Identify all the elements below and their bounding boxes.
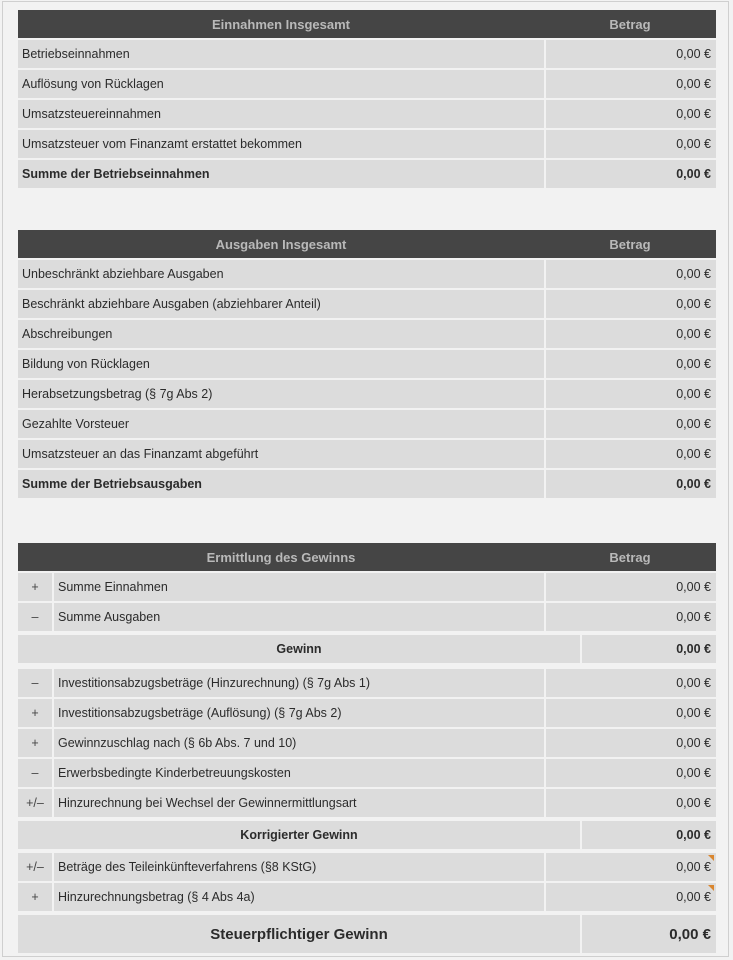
gewinn-header-betrag: Betrag <box>609 549 651 565</box>
row-sign: +/– <box>18 853 52 881</box>
table-row <box>18 70 716 98</box>
row-value[interactable]: 0,00 € <box>546 100 716 128</box>
row-value[interactable]: 0,00 € <box>546 603 716 631</box>
row-label: Beschränkt abziehbare Ausgaben (abziehbarer Anteil) <box>18 290 544 318</box>
row-sign: + <box>18 699 52 727</box>
table-row <box>18 100 716 128</box>
einnahmen-header-title: Einnahmen Insgesamt <box>212 16 350 32</box>
gewinn-header-title: Ermittlung des Gewinns <box>206 549 356 565</box>
row-value[interactable]: 0,00 € <box>546 669 716 697</box>
table-row <box>18 789 716 817</box>
row-value[interactable]: 0,00 € <box>546 853 716 881</box>
row-label: Gewinnzuschlag nach (§ 6b Abs. 7 und 10) <box>54 729 544 757</box>
row-value[interactable]: 0,00 € <box>546 40 716 68</box>
korrigierter-gewinn-row <box>18 821 716 849</box>
row-sign: +/– <box>18 789 52 817</box>
row-sign: + <box>18 573 52 601</box>
row-label: Umsatzsteuereinnahmen <box>18 100 544 128</box>
row-sign: + <box>18 883 52 911</box>
row-value[interactable]: 0,00 € <box>546 130 716 158</box>
korrigierter-gewinn-value: 0,00 € <box>582 821 716 849</box>
row-label: Gezahlte Vorsteuer <box>18 410 544 438</box>
ausgaben-table <box>18 230 716 498</box>
row-label: Abschreibungen <box>18 320 544 348</box>
gewinn-row <box>18 635 716 663</box>
gewinn-header <box>18 543 716 571</box>
table-row <box>18 729 716 757</box>
sum-label: Summe der Betriebseinnahmen <box>18 160 544 188</box>
row-label: Beträge des Teileinkünfteverfahrens (§8 KStG) <box>54 853 544 881</box>
table-row <box>18 380 716 408</box>
ausgaben-header-betrag: Betrag <box>609 236 651 252</box>
row-value[interactable]: 0,00 € <box>546 380 716 408</box>
row-label: Investitionsabzugsbeträge (Hinzurechnung) (§ 7g Abs 1) <box>54 669 544 697</box>
row-sign: – <box>18 669 52 697</box>
row-value[interactable]: 0,00 € <box>546 350 716 378</box>
row-label: Hinzurechnung bei Wechsel der Gewinnermittlungsart <box>54 789 544 817</box>
table-row <box>18 603 716 631</box>
gewinn-value: 0,00 € <box>582 635 716 663</box>
row-label: Erwerbsbedingte Kinderbetreuungskosten <box>54 759 544 787</box>
row-value[interactable]: 0,00 € <box>546 440 716 468</box>
ausgaben-header <box>18 230 716 258</box>
sum-value: 0,00 € <box>546 470 716 498</box>
row-label: Summe Einnahmen <box>54 573 544 601</box>
row-value[interactable]: 0,00 € <box>546 260 716 288</box>
table-row <box>18 130 716 158</box>
sum-row <box>18 160 716 188</box>
steuerpflichtiger-gewinn-row <box>18 915 716 953</box>
table-row <box>18 669 716 697</box>
row-label: Auflösung von Rücklagen <box>18 70 544 98</box>
gewinn-table <box>18 543 716 953</box>
row-value[interactable]: 0,00 € <box>546 70 716 98</box>
sum-row <box>18 470 716 498</box>
table-row <box>18 260 716 288</box>
row-label: Betriebseinnahmen <box>18 40 544 68</box>
table-row <box>18 350 716 378</box>
row-label: Unbeschränkt abziehbare Ausgaben <box>18 260 544 288</box>
einnahmen-table <box>18 10 716 188</box>
table-row <box>18 40 716 68</box>
sum-label: Summe der Betriebsausgaben <box>18 470 544 498</box>
gewinn-label: Gewinn <box>18 635 580 663</box>
einnahmen-header-betrag: Betrag <box>609 16 651 32</box>
row-value[interactable]: 0,00 € <box>546 320 716 348</box>
table-row <box>18 440 716 468</box>
row-label: Hinzurechnungsbetrag (§ 4 Abs 4a) <box>54 883 544 911</box>
row-value[interactable]: 0,00 € <box>546 699 716 727</box>
row-label: Bildung von Rücklagen <box>18 350 544 378</box>
table-row <box>18 883 716 911</box>
table-row <box>18 410 716 438</box>
korrigierter-gewinn-label: Korrigierter Gewinn <box>18 821 580 849</box>
row-value[interactable]: 0,00 € <box>546 573 716 601</box>
row-sign: – <box>18 759 52 787</box>
table-row <box>18 573 716 601</box>
row-sign: + <box>18 729 52 757</box>
table-row <box>18 853 716 881</box>
row-label: Herabsetzungsbetrag (§ 7g Abs 2) <box>18 380 544 408</box>
row-value[interactable]: 0,00 € <box>546 290 716 318</box>
row-label: Umsatzsteuer vom Finanzamt erstattet bekommen <box>18 130 544 158</box>
table-row <box>18 290 716 318</box>
sum-value: 0,00 € <box>546 160 716 188</box>
steuerpflichtiger-gewinn-value: 0,00 € <box>582 915 716 953</box>
table-row <box>18 699 716 727</box>
steuerpflichtiger-gewinn-label: Steuerpflichtiger Gewinn <box>18 915 580 953</box>
row-label: Summe Ausgaben <box>54 603 544 631</box>
row-label: Investitionsabzugsbeträge (Auflösung) (§ 7g Abs 2) <box>54 699 544 727</box>
table-row <box>18 320 716 348</box>
table-row <box>18 759 716 787</box>
row-sign: – <box>18 603 52 631</box>
ausgaben-header-title: Ausgaben Insgesamt <box>215 236 347 252</box>
row-value[interactable]: 0,00 € <box>546 883 716 911</box>
row-value[interactable]: 0,00 € <box>546 410 716 438</box>
row-value[interactable]: 0,00 € <box>546 759 716 787</box>
row-label: Umsatzsteuer an das Finanzamt abgeführt <box>18 440 544 468</box>
row-value[interactable]: 0,00 € <box>546 729 716 757</box>
einnahmen-header <box>18 10 716 38</box>
row-value[interactable]: 0,00 € <box>546 789 716 817</box>
